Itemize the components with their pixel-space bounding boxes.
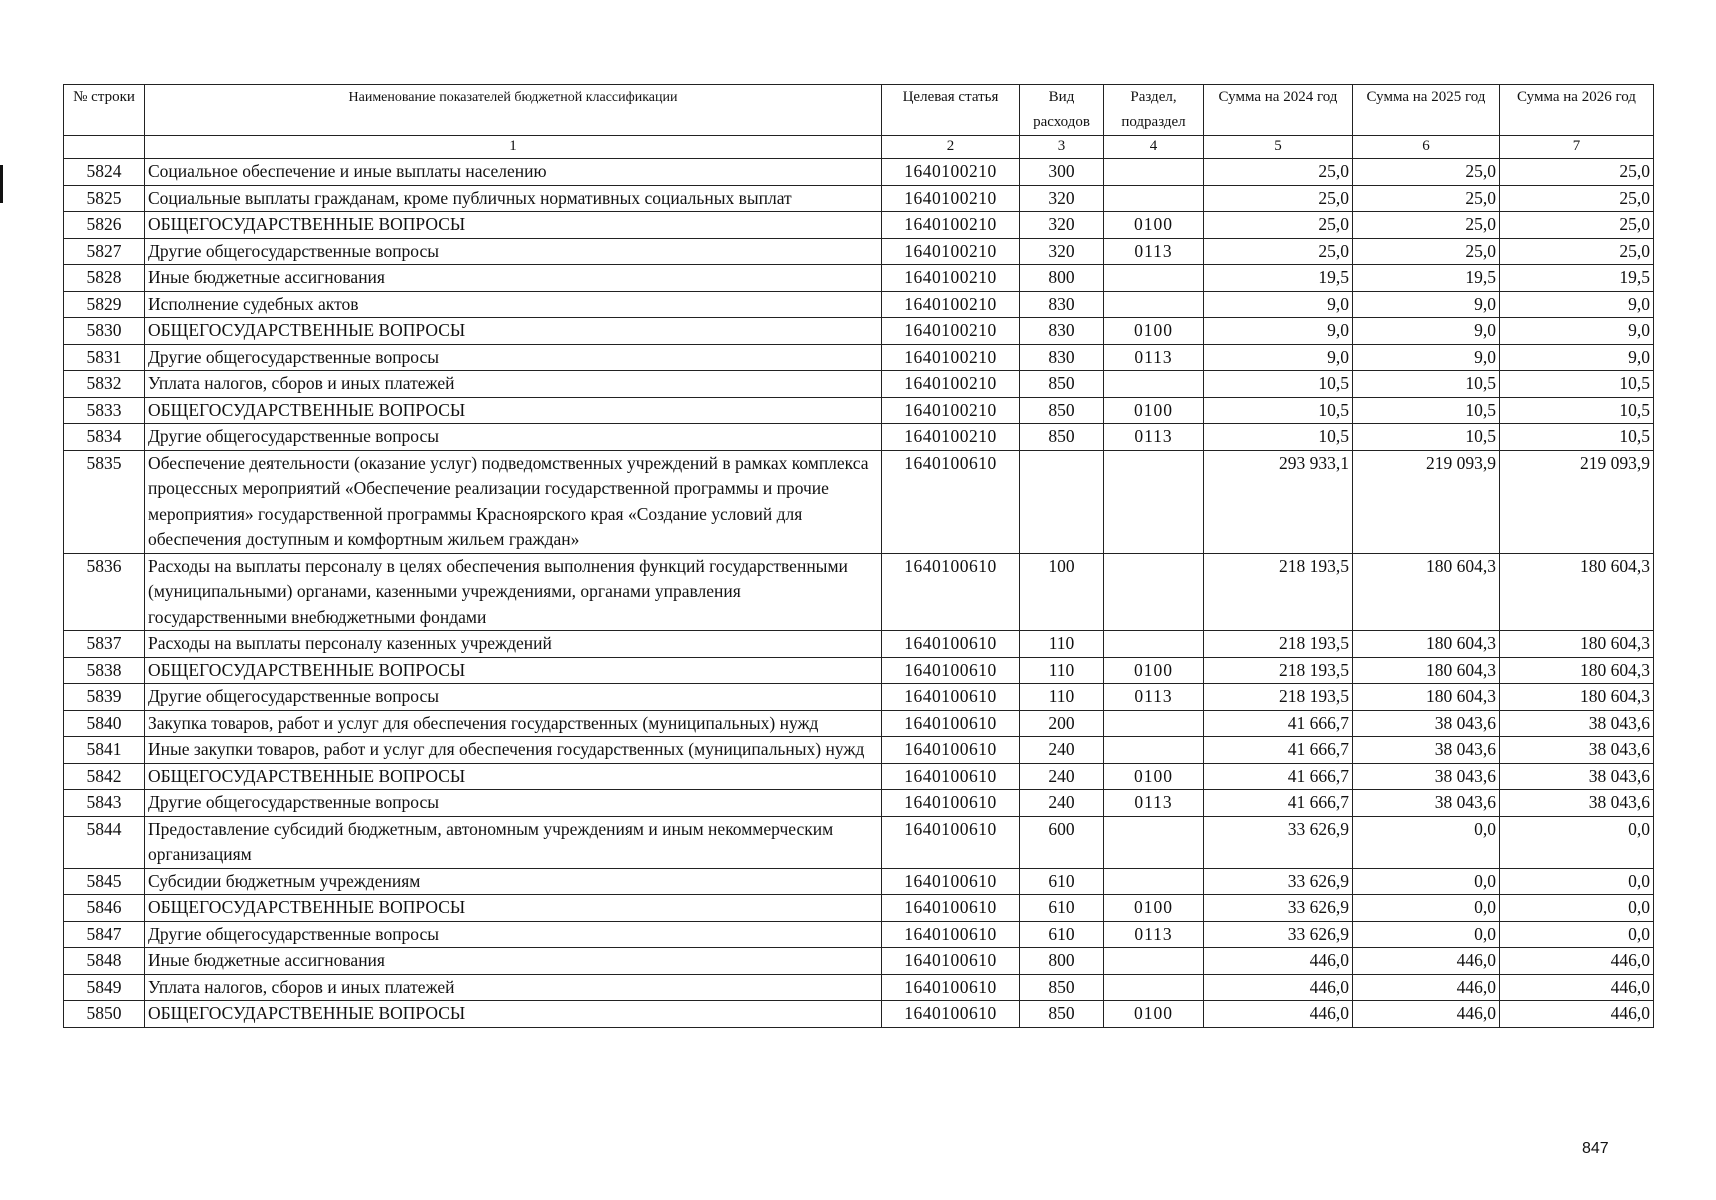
row-sum-2024: 293 933,1 bbox=[1204, 450, 1353, 553]
table-row bbox=[64, 553, 1654, 631]
row-expense-type: 320 bbox=[1020, 212, 1104, 239]
row-expense-type: 800 bbox=[1020, 265, 1104, 292]
row-expense-type: 830 bbox=[1020, 318, 1104, 345]
row-name: ОБЩЕГОСУДАРСТВЕННЫЕ ВОПРОСЫ bbox=[145, 318, 882, 345]
row-sum-2026: 9,0 bbox=[1500, 344, 1654, 371]
row-name: Иные бюджетные ассигнования bbox=[145, 265, 882, 292]
row-sum-2024: 218 193,5 bbox=[1204, 631, 1353, 658]
row-name: Другие общегосударственные вопросы bbox=[145, 684, 882, 711]
row-sum-2026: 25,0 bbox=[1500, 159, 1654, 186]
row-sum-2025: 10,5 bbox=[1353, 424, 1500, 451]
column-number: 3 bbox=[1020, 136, 1104, 159]
row-sum-2026: 25,0 bbox=[1500, 238, 1654, 265]
row-name: ОБЩЕГОСУДАРСТВЕННЫЕ ВОПРОСЫ bbox=[145, 895, 882, 922]
table-row bbox=[64, 710, 1654, 737]
row-name: Другие общегосударственные вопросы bbox=[145, 238, 882, 265]
row-target-code: 1640100610 bbox=[882, 763, 1020, 790]
row-section bbox=[1104, 553, 1204, 631]
row-section bbox=[1104, 816, 1204, 868]
header-target: Целевая статья bbox=[882, 85, 1020, 136]
row-section bbox=[1104, 265, 1204, 292]
table-row bbox=[64, 291, 1654, 318]
row-section bbox=[1104, 185, 1204, 212]
row-section: 0113 bbox=[1104, 424, 1204, 451]
row-number: 5834 bbox=[64, 424, 145, 451]
row-expense-type: 850 bbox=[1020, 371, 1104, 398]
row-target-code: 1640100210 bbox=[882, 212, 1020, 239]
row-name: Обеспечение деятельности (оказание услуг) подведомственных учреждений в рамках комплекса процессных мероприятий «Обеспечение реализации государственной программы и прочие мероприятия» государственной программы Красноярского края «Создание условий для обеспечения доступным и комфортным жильем граждан» bbox=[145, 450, 882, 553]
row-sum-2025: 9,0 bbox=[1353, 291, 1500, 318]
table-row bbox=[64, 657, 1654, 684]
row-sum-2024: 33 626,9 bbox=[1204, 816, 1353, 868]
row-number: 5831 bbox=[64, 344, 145, 371]
row-expense-type: 610 bbox=[1020, 868, 1104, 895]
row-sum-2025: 10,5 bbox=[1353, 371, 1500, 398]
row-section bbox=[1104, 710, 1204, 737]
row-expense-type: 850 bbox=[1020, 1001, 1104, 1028]
row-sum-2026: 9,0 bbox=[1500, 291, 1654, 318]
table-row bbox=[64, 159, 1654, 186]
row-number: 5841 bbox=[64, 737, 145, 764]
column-number: 5 bbox=[1204, 136, 1353, 159]
header-sum-2025: Сумма на 2025 год bbox=[1353, 85, 1500, 136]
row-target-code: 1640100610 bbox=[882, 710, 1020, 737]
row-number: 5849 bbox=[64, 974, 145, 1001]
header-section: Раздел, подраздел bbox=[1104, 85, 1204, 136]
row-target-code: 1640100610 bbox=[882, 737, 1020, 764]
row-sum-2024: 19,5 bbox=[1204, 265, 1353, 292]
row-name: ОБЩЕГОСУДАРСТВЕННЫЕ ВОПРОСЫ bbox=[145, 1001, 882, 1028]
row-sum-2024: 41 666,7 bbox=[1204, 763, 1353, 790]
row-sum-2025: 180 604,3 bbox=[1353, 684, 1500, 711]
row-sum-2026: 10,5 bbox=[1500, 424, 1654, 451]
row-sum-2024: 25,0 bbox=[1204, 159, 1353, 186]
column-number: 6 bbox=[1353, 136, 1500, 159]
row-expense-type: 100 bbox=[1020, 553, 1104, 631]
header-sum-2024: Сумма на 2024 год bbox=[1204, 85, 1353, 136]
row-section bbox=[1104, 631, 1204, 658]
row-sum-2026: 9,0 bbox=[1500, 318, 1654, 345]
row-expense-type: 610 bbox=[1020, 895, 1104, 922]
row-target-code: 1640100610 bbox=[882, 790, 1020, 817]
row-section bbox=[1104, 948, 1204, 975]
row-expense-type: 830 bbox=[1020, 344, 1104, 371]
row-expense-type: 850 bbox=[1020, 424, 1104, 451]
table-row bbox=[64, 371, 1654, 398]
row-expense-type: 240 bbox=[1020, 763, 1104, 790]
scan-edge-mark bbox=[0, 165, 3, 203]
row-sum-2025: 446,0 bbox=[1353, 974, 1500, 1001]
row-name: ОБЩЕГОСУДАРСТВЕННЫЕ ВОПРОСЫ bbox=[145, 657, 882, 684]
row-target-code: 1640100610 bbox=[882, 816, 1020, 868]
row-name: Предоставление субсидий бюджетным, автономным учреждениям и иным некоммерческим организациям bbox=[145, 816, 882, 868]
table-row bbox=[64, 737, 1654, 764]
table-row bbox=[64, 974, 1654, 1001]
row-sum-2024: 33 626,9 bbox=[1204, 895, 1353, 922]
table-row bbox=[64, 763, 1654, 790]
row-sum-2026: 0,0 bbox=[1500, 921, 1654, 948]
header-sum-2026: Сумма на 2026 год bbox=[1500, 85, 1654, 136]
header-expense-type: Вид расходов bbox=[1020, 85, 1104, 136]
row-sum-2026: 180 604,3 bbox=[1500, 631, 1654, 658]
row-section: 0100 bbox=[1104, 895, 1204, 922]
row-sum-2024: 9,0 bbox=[1204, 318, 1353, 345]
row-name: Социальное обеспечение и иные выплаты населению bbox=[145, 159, 882, 186]
row-target-code: 1640100210 bbox=[882, 318, 1020, 345]
row-sum-2024: 25,0 bbox=[1204, 238, 1353, 265]
row-target-code: 1640100210 bbox=[882, 397, 1020, 424]
row-sum-2025: 38 043,6 bbox=[1353, 790, 1500, 817]
row-sum-2024: 218 193,5 bbox=[1204, 684, 1353, 711]
row-expense-type: 850 bbox=[1020, 397, 1104, 424]
row-number: 5829 bbox=[64, 291, 145, 318]
row-section bbox=[1104, 737, 1204, 764]
row-number: 5848 bbox=[64, 948, 145, 975]
row-expense-type: 240 bbox=[1020, 737, 1104, 764]
row-number: 5842 bbox=[64, 763, 145, 790]
row-sum-2026: 446,0 bbox=[1500, 948, 1654, 975]
row-expense-type: 320 bbox=[1020, 238, 1104, 265]
row-target-code: 1640100610 bbox=[882, 631, 1020, 658]
row-expense-type: 110 bbox=[1020, 657, 1104, 684]
row-target-code: 1640100610 bbox=[882, 974, 1020, 1001]
row-name: Другие общегосударственные вопросы bbox=[145, 424, 882, 451]
row-target-code: 1640100210 bbox=[882, 238, 1020, 265]
table-row bbox=[64, 790, 1654, 817]
row-number: 5830 bbox=[64, 318, 145, 345]
table-row bbox=[64, 424, 1654, 451]
row-name: Уплата налогов, сборов и иных платежей bbox=[145, 974, 882, 1001]
row-sum-2025: 9,0 bbox=[1353, 318, 1500, 345]
row-section: 0100 bbox=[1104, 657, 1204, 684]
row-sum-2026: 19,5 bbox=[1500, 265, 1654, 292]
row-target-code: 1640100210 bbox=[882, 265, 1020, 292]
row-sum-2024: 9,0 bbox=[1204, 291, 1353, 318]
row-target-code: 1640100610 bbox=[882, 921, 1020, 948]
row-sum-2024: 218 193,5 bbox=[1204, 553, 1353, 631]
row-sum-2026: 25,0 bbox=[1500, 212, 1654, 239]
row-sum-2024: 10,5 bbox=[1204, 371, 1353, 398]
row-expense-type: 200 bbox=[1020, 710, 1104, 737]
row-sum-2024: 41 666,7 bbox=[1204, 737, 1353, 764]
row-target-code: 1640100610 bbox=[882, 868, 1020, 895]
row-expense-type: 240 bbox=[1020, 790, 1104, 817]
row-sum-2026: 10,5 bbox=[1500, 397, 1654, 424]
row-target-code: 1640100210 bbox=[882, 371, 1020, 398]
row-expense-type: 320 bbox=[1020, 185, 1104, 212]
row-sum-2026: 180 604,3 bbox=[1500, 684, 1654, 711]
row-sum-2024: 446,0 bbox=[1204, 1001, 1353, 1028]
row-name: Другие общегосударственные вопросы bbox=[145, 344, 882, 371]
row-number: 5846 bbox=[64, 895, 145, 922]
row-name: Субсидии бюджетным учреждениям bbox=[145, 868, 882, 895]
row-number: 5845 bbox=[64, 868, 145, 895]
row-sum-2024: 9,0 bbox=[1204, 344, 1353, 371]
budget-table bbox=[63, 84, 1654, 1028]
row-sum-2025: 0,0 bbox=[1353, 921, 1500, 948]
row-sum-2026: 38 043,6 bbox=[1500, 763, 1654, 790]
row-section: 0113 bbox=[1104, 921, 1204, 948]
column-number: 1 bbox=[145, 136, 882, 159]
row-sum-2025: 38 043,6 bbox=[1353, 737, 1500, 764]
row-sum-2026: 180 604,3 bbox=[1500, 657, 1654, 684]
row-section bbox=[1104, 974, 1204, 1001]
row-number: 5837 bbox=[64, 631, 145, 658]
row-target-code: 1640100610 bbox=[882, 948, 1020, 975]
row-sum-2026: 38 043,6 bbox=[1500, 710, 1654, 737]
row-sum-2025: 180 604,3 bbox=[1353, 657, 1500, 684]
table-row bbox=[64, 1001, 1654, 1028]
row-sum-2025: 19,5 bbox=[1353, 265, 1500, 292]
row-number: 5832 bbox=[64, 371, 145, 398]
table-row bbox=[64, 921, 1654, 948]
row-number: 5839 bbox=[64, 684, 145, 711]
row-sum-2025: 446,0 bbox=[1353, 948, 1500, 975]
row-sum-2025: 25,0 bbox=[1353, 212, 1500, 239]
row-sum-2025: 0,0 bbox=[1353, 868, 1500, 895]
row-target-code: 1640100610 bbox=[882, 1001, 1020, 1028]
row-target-code: 1640100610 bbox=[882, 684, 1020, 711]
row-sum-2024: 25,0 bbox=[1204, 185, 1353, 212]
row-number: 5833 bbox=[64, 397, 145, 424]
row-name: Расходы на выплаты персоналу казенных учреждений bbox=[145, 631, 882, 658]
row-sum-2025: 9,0 bbox=[1353, 344, 1500, 371]
table-row bbox=[64, 265, 1654, 292]
row-section: 0100 bbox=[1104, 318, 1204, 345]
row-number: 5827 bbox=[64, 238, 145, 265]
row-sum-2024: 33 626,9 bbox=[1204, 868, 1353, 895]
row-number: 5840 bbox=[64, 710, 145, 737]
row-target-code: 1640100610 bbox=[882, 895, 1020, 922]
row-sum-2025: 25,0 bbox=[1353, 185, 1500, 212]
row-sum-2026: 446,0 bbox=[1500, 974, 1654, 1001]
row-number: 5824 bbox=[64, 159, 145, 186]
row-sum-2026: 25,0 bbox=[1500, 185, 1654, 212]
table-row bbox=[64, 684, 1654, 711]
row-target-code: 1640100210 bbox=[882, 344, 1020, 371]
row-sum-2025: 219 093,9 bbox=[1353, 450, 1500, 553]
row-section: 0113 bbox=[1104, 238, 1204, 265]
row-sum-2024: 41 666,7 bbox=[1204, 710, 1353, 737]
row-sum-2024: 25,0 bbox=[1204, 212, 1353, 239]
row-name: Социальные выплаты гражданам, кроме публичных нормативных социальных выплат bbox=[145, 185, 882, 212]
row-number: 5835 bbox=[64, 450, 145, 553]
table-row bbox=[64, 212, 1654, 239]
row-expense-type: 110 bbox=[1020, 631, 1104, 658]
row-target-code: 1640100610 bbox=[882, 657, 1020, 684]
row-name: ОБЩЕГОСУДАРСТВЕННЫЕ ВОПРОСЫ bbox=[145, 397, 882, 424]
table-row bbox=[64, 631, 1654, 658]
row-expense-type: 610 bbox=[1020, 921, 1104, 948]
row-number: 5828 bbox=[64, 265, 145, 292]
row-expense-type: 800 bbox=[1020, 948, 1104, 975]
row-name: Исполнение судебных актов bbox=[145, 291, 882, 318]
row-name: Иные бюджетные ассигнования bbox=[145, 948, 882, 975]
row-expense-type: 850 bbox=[1020, 974, 1104, 1001]
row-target-code: 1640100210 bbox=[882, 291, 1020, 318]
row-name: Уплата налогов, сборов и иных платежей bbox=[145, 371, 882, 398]
row-sum-2026: 446,0 bbox=[1500, 1001, 1654, 1028]
row-name: Расходы на выплаты персоналу в целях обеспечения выполнения функций государственными (муниципальными) органами, казенными учреждениями, органами управления государственными внебюджетными фондами bbox=[145, 553, 882, 631]
row-target-code: 1640100610 bbox=[882, 450, 1020, 553]
row-name: Другие общегосударственные вопросы bbox=[145, 790, 882, 817]
table-row bbox=[64, 868, 1654, 895]
row-section bbox=[1104, 868, 1204, 895]
row-number: 5825 bbox=[64, 185, 145, 212]
row-sum-2026: 0,0 bbox=[1500, 868, 1654, 895]
row-target-code: 1640100210 bbox=[882, 159, 1020, 186]
row-sum-2025: 25,0 bbox=[1353, 159, 1500, 186]
row-expense-type: 600 bbox=[1020, 816, 1104, 868]
row-sum-2024: 218 193,5 bbox=[1204, 657, 1353, 684]
row-sum-2024: 41 666,7 bbox=[1204, 790, 1353, 817]
row-sum-2026: 0,0 bbox=[1500, 816, 1654, 868]
row-sum-2025: 446,0 bbox=[1353, 1001, 1500, 1028]
row-target-code: 1640100210 bbox=[882, 424, 1020, 451]
row-section bbox=[1104, 450, 1204, 553]
header-row bbox=[64, 85, 1654, 136]
header-name: Наименование показателей бюджетной классификации bbox=[145, 85, 882, 136]
row-number: 5838 bbox=[64, 657, 145, 684]
row-section: 0100 bbox=[1104, 1001, 1204, 1028]
row-sum-2026: 38 043,6 bbox=[1500, 790, 1654, 817]
column-number: 4 bbox=[1104, 136, 1204, 159]
row-number: 5844 bbox=[64, 816, 145, 868]
row-name: ОБЩЕГОСУДАРСТВЕННЫЕ ВОПРОСЫ bbox=[145, 763, 882, 790]
row-sum-2026: 38 043,6 bbox=[1500, 737, 1654, 764]
table-row bbox=[64, 450, 1654, 553]
row-section: 0113 bbox=[1104, 684, 1204, 711]
row-sum-2026: 219 093,9 bbox=[1500, 450, 1654, 553]
row-sum-2024: 446,0 bbox=[1204, 974, 1353, 1001]
row-section bbox=[1104, 291, 1204, 318]
table-row bbox=[64, 318, 1654, 345]
row-expense-type: 300 bbox=[1020, 159, 1104, 186]
column-number: 7 bbox=[1500, 136, 1654, 159]
row-sum-2025: 10,5 bbox=[1353, 397, 1500, 424]
row-expense-type: 110 bbox=[1020, 684, 1104, 711]
row-sum-2025: 0,0 bbox=[1353, 895, 1500, 922]
row-section: 0100 bbox=[1104, 212, 1204, 239]
row-sum-2026: 0,0 bbox=[1500, 895, 1654, 922]
row-sum-2024: 10,5 bbox=[1204, 397, 1353, 424]
row-section: 0113 bbox=[1104, 344, 1204, 371]
row-target-code: 1640100610 bbox=[882, 553, 1020, 631]
column-number bbox=[64, 136, 145, 159]
table-row bbox=[64, 238, 1654, 265]
row-number: 5826 bbox=[64, 212, 145, 239]
table-row bbox=[64, 185, 1654, 212]
table-row bbox=[64, 948, 1654, 975]
row-sum-2024: 446,0 bbox=[1204, 948, 1353, 975]
row-sum-2025: 180 604,3 bbox=[1353, 553, 1500, 631]
table-row bbox=[64, 344, 1654, 371]
row-sum-2025: 38 043,6 bbox=[1353, 763, 1500, 790]
row-section: 0113 bbox=[1104, 790, 1204, 817]
header-row-no: № строки bbox=[64, 85, 145, 136]
table-row bbox=[64, 816, 1654, 868]
row-sum-2026: 10,5 bbox=[1500, 371, 1654, 398]
table-row bbox=[64, 397, 1654, 424]
row-sum-2025: 38 043,6 bbox=[1353, 710, 1500, 737]
row-name: Другие общегосударственные вопросы bbox=[145, 921, 882, 948]
row-section bbox=[1104, 371, 1204, 398]
row-name: Иные закупки товаров, работ и услуг для обеспечения государственных (муниципальных) нужд bbox=[145, 737, 882, 764]
row-sum-2024: 10,5 bbox=[1204, 424, 1353, 451]
row-name: Закупка товаров, работ и услуг для обеспечения государственных (муниципальных) нужд bbox=[145, 710, 882, 737]
row-sum-2026: 180 604,3 bbox=[1500, 553, 1654, 631]
row-section bbox=[1104, 159, 1204, 186]
row-number: 5847 bbox=[64, 921, 145, 948]
table-body bbox=[64, 159, 1654, 1028]
row-section: 0100 bbox=[1104, 763, 1204, 790]
row-sum-2025: 0,0 bbox=[1353, 816, 1500, 868]
column-number: 2 bbox=[882, 136, 1020, 159]
row-sum-2025: 25,0 bbox=[1353, 238, 1500, 265]
column-number-row bbox=[64, 136, 1654, 159]
row-name: ОБЩЕГОСУДАРСТВЕННЫЕ ВОПРОСЫ bbox=[145, 212, 882, 239]
row-section: 0100 bbox=[1104, 397, 1204, 424]
table-row bbox=[64, 895, 1654, 922]
page-number: 847 bbox=[1582, 1140, 1609, 1157]
row-expense-type: 830 bbox=[1020, 291, 1104, 318]
row-sum-2025: 180 604,3 bbox=[1353, 631, 1500, 658]
row-expense-type bbox=[1020, 450, 1104, 553]
row-number: 5843 bbox=[64, 790, 145, 817]
row-sum-2024: 33 626,9 bbox=[1204, 921, 1353, 948]
row-number: 5836 bbox=[64, 553, 145, 631]
row-target-code: 1640100210 bbox=[882, 185, 1020, 212]
row-number: 5850 bbox=[64, 1001, 145, 1028]
